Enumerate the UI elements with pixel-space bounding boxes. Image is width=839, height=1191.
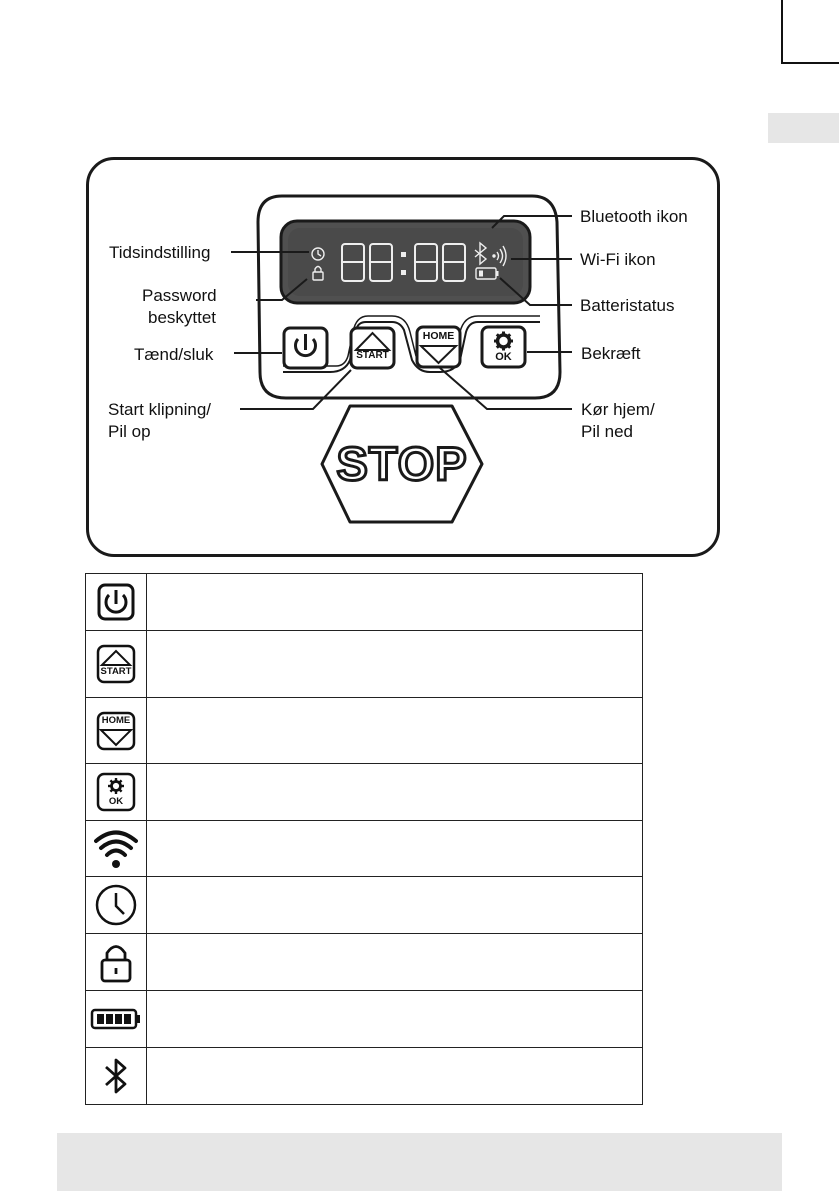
table-row	[86, 574, 643, 631]
label-password-line2: beskyttet	[148, 308, 217, 327]
legend-text-cell	[147, 877, 643, 934]
legend-icon-cell	[86, 631, 147, 698]
legend-text-cell	[147, 764, 643, 821]
legend-text-cell	[147, 698, 643, 764]
legend-icon-cell	[86, 764, 147, 821]
label-battery: Batteristatus	[580, 296, 675, 315]
wifi-icon	[94, 827, 138, 871]
start-button-graphic	[351, 328, 394, 368]
ok-button-caption: OK	[495, 351, 512, 363]
legend-text-cell	[147, 574, 643, 631]
legend-icon-cell	[86, 877, 147, 934]
label-time-setting: Tidsindstilling	[109, 243, 211, 262]
power-button-graphic	[284, 328, 327, 368]
start-button-caption: START	[356, 350, 389, 361]
legend-icon-cell	[86, 698, 147, 764]
legend-text-cell	[147, 821, 643, 877]
power-icon	[96, 582, 136, 622]
stop-button-caption: STOP	[336, 437, 468, 490]
label-confirm: Bekræft	[581, 344, 641, 363]
legend-icon-cell	[86, 934, 147, 991]
label-power: Tænd/sluk	[134, 345, 214, 364]
legend-icon-cell	[86, 574, 147, 631]
table-row	[86, 764, 643, 821]
label-home-line1: Kør hjem/	[581, 400, 655, 419]
start-icon-label: START	[100, 666, 132, 677]
start-up-icon	[96, 644, 136, 684]
home-icon-label: HOME	[101, 714, 131, 726]
table-row	[86, 698, 643, 764]
clock-icon	[94, 883, 138, 927]
table-row	[86, 821, 643, 877]
icon-legend-table	[85, 573, 643, 1105]
legend-icon-cell	[86, 821, 147, 877]
home-button-caption: HOME	[422, 330, 455, 342]
label-start-line1: Start klipning/	[108, 400, 211, 419]
table-row	[86, 1048, 643, 1105]
legend-icon-cell	[86, 991, 147, 1048]
lock-icon	[96, 940, 136, 984]
label-home-line2: Pil ned	[581, 422, 633, 441]
label-wifi: Wi-Fi ikon	[580, 250, 656, 269]
legend-text-cell	[147, 991, 643, 1048]
legend-icon-cell	[86, 1048, 147, 1105]
battery-icon	[90, 1007, 142, 1031]
label-start-line2: Pil op	[108, 422, 151, 441]
table-row	[86, 631, 643, 698]
legend-text-cell	[147, 1048, 643, 1105]
ok-icon-label: OK	[108, 796, 124, 807]
bluetooth-icon	[101, 1054, 131, 1098]
label-bluetooth: Bluetooth ikon	[580, 207, 688, 226]
label-password-line1: Password	[142, 286, 217, 305]
table-row	[86, 877, 643, 934]
legend-text-cell	[147, 631, 643, 698]
table-row	[86, 934, 643, 991]
legend-text-cell	[147, 934, 643, 991]
table-row	[86, 991, 643, 1048]
